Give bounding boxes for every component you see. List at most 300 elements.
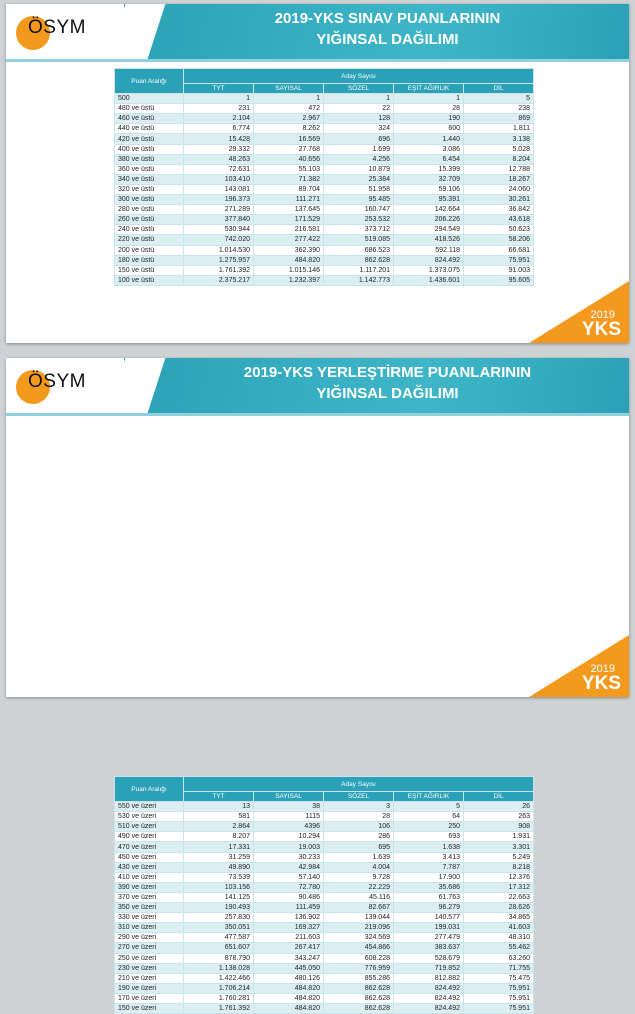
count-cell: 219.096 [324,923,394,933]
count-cell: 95.391 [394,195,464,205]
column-header: SÖZEL [324,84,394,94]
count-cell: 484.820 [254,983,324,993]
count-cell: 24.060 [464,184,534,194]
count-cell: 141.125 [184,892,254,902]
count-cell: 75.951 [464,255,534,265]
range-cell: 200 ve üstü [115,245,184,255]
count-cell: 1.931 [464,832,534,842]
table-row [115,903,534,913]
count-cell: 10.294 [254,832,324,842]
count-cell: 128 [324,114,394,124]
title-line-2: YIĞINSAL DAĞILIMI [316,385,459,402]
count-cell: 111.459 [254,903,324,913]
count-cell: 28.626 [464,903,534,913]
count-cell: 324 [324,124,394,134]
count-cell: 103.410 [184,174,254,184]
count-cell: 324.569 [324,933,394,943]
count-cell: 1.811 [464,124,534,134]
count-cell: 89.704 [254,184,324,194]
range-cell: 440 ve üstü [115,124,184,134]
table-row [115,953,534,963]
count-cell: 1.117.201 [324,265,394,275]
table-row [115,184,534,194]
count-cell: 6.454 [394,154,464,164]
title-line-2: YIĞINSAL DAĞILIMI [316,31,459,48]
range-cell: 480 ve üstü [115,104,184,114]
count-cell: 1.760.281 [184,993,254,1003]
table-row [115,154,534,164]
table-row [115,144,534,154]
count-cell: 1 [254,94,324,104]
count-cell: 2.967 [254,114,324,124]
table-row [115,134,534,144]
count-cell: 1.440 [394,134,464,144]
count-cell: 49.890 [184,862,254,872]
slide-title [156,362,619,404]
count-cell: 71.382 [254,174,324,184]
badge-year: 2019 [590,663,615,675]
range-header: Puan Aralığı [115,69,184,94]
table-row [115,923,534,933]
count-cell: 42.984 [254,862,324,872]
header-row [115,777,534,792]
count-cell: 211.603 [254,933,324,943]
count-cell: 58.206 [464,235,534,245]
table-row [115,104,534,114]
range-cell: 280 ve üstü [115,205,184,215]
count-cell: 139.044 [324,913,394,923]
range-cell: 360 ve üstü [115,164,184,174]
count-cell: 1.761.392 [184,265,254,275]
column-header: SAYISAL [254,84,324,94]
count-cell: 484.820 [254,255,324,265]
range-cell: 270 ve üzeri [115,943,184,953]
count-cell: 477.587 [184,933,254,943]
column-header: SÖZEL [324,792,394,802]
range-cell: 390 ve üzeri [115,882,184,892]
range-cell: 370 ve üzeri [115,892,184,902]
range-cell: 300 ve üstü [115,195,184,205]
count-cell: 29.332 [184,144,254,154]
count-cell: 1.232.397 [254,275,324,285]
range-cell: 210 ve üzeri [115,973,184,983]
count-cell: 608.228 [324,953,394,963]
count-cell: 75.475 [464,973,534,983]
range-cell: 350 ve üzeri [115,903,184,913]
table-row [115,1003,534,1013]
count-cell: 25.384 [324,174,394,184]
count-cell: 22 [324,104,394,114]
count-cell: 231 [184,104,254,114]
count-cell: 776.959 [324,963,394,973]
count-cell: 277.422 [254,235,324,245]
count-cell: 216.581 [254,225,324,235]
column-header: EŞİT AĞIRLIK [394,84,464,94]
count-cell: 824.492 [394,255,464,265]
count-cell: 3.301 [464,842,534,852]
count-cell: 277.479 [394,933,464,943]
count-cell: 377.840 [184,215,254,225]
table-row [115,265,534,275]
range-header: Puan Aralığı [115,777,184,802]
count-cell: 4.004 [324,862,394,872]
count-cell: 32.709 [394,174,464,184]
table-row [115,215,534,225]
count-cell: 30.261 [464,195,534,205]
count-cell: 454.866 [324,943,394,953]
count-cell: 45.116 [324,892,394,902]
range-cell: 310 ve üzeri [115,923,184,933]
range-cell: 490 ve üzeri [115,832,184,842]
table-row [115,892,534,902]
count-cell: 5 [394,802,464,812]
table-body [115,94,534,286]
count-cell: 28 [324,812,394,822]
count-cell: 484.820 [254,993,324,1003]
count-cell: 6.774 [184,124,254,134]
count-cell: 22.663 [464,892,534,902]
table-row [115,973,534,983]
range-cell: 190 ve üzeri [115,983,184,993]
count-cell: 5.028 [464,144,534,154]
count-cell: 28 [394,104,464,114]
count-cell: 143.081 [184,184,254,194]
count-cell: 528.679 [394,953,464,963]
count-cell: 1.142.773 [324,275,394,285]
range-cell: 470 ve üzeri [115,842,184,852]
count-cell: 35.686 [394,882,464,892]
count-cell: 1115 [254,812,324,822]
count-cell: 271.289 [184,205,254,215]
count-cell: 1.706.214 [184,983,254,993]
range-cell: 290 ve üzeri [115,933,184,943]
count-cell: 8.207 [184,832,254,842]
count-cell: 445.050 [254,963,324,973]
count-cell: 90.486 [254,892,324,902]
count-cell: 27.768 [254,144,324,154]
count-cell: 824.492 [394,983,464,993]
count-cell: 2.864 [184,822,254,832]
table-body [115,802,534,1014]
count-cell: 75.951 [464,993,534,1003]
count-cell: 190 [394,114,464,124]
count-cell: 30.233 [254,852,324,862]
count-cell: 3 [324,802,394,812]
count-cell: 1.015.146 [254,265,324,275]
count-cell: 4.256 [324,154,394,164]
table-row [115,174,534,184]
count-cell: 169.327 [254,923,324,933]
column-header: SAYISAL [254,792,324,802]
count-cell: 267.417 [254,943,324,953]
table-row [115,245,534,255]
count-cell: 16.569 [254,134,324,144]
count-cell: 695 [324,842,394,852]
badge-yks: YKS [581,673,621,694]
osym-logo [16,368,116,408]
table-row [115,235,534,245]
count-cell: 106 [324,822,394,832]
header-divider [6,413,629,416]
count-cell: 18.267 [464,174,534,184]
range-cell: 240 ve üstü [115,225,184,235]
count-cell: 1.639 [324,852,394,862]
count-cell: 72.780 [254,882,324,892]
table-row [115,933,534,943]
range-cell: 180 ve üstü [115,255,184,265]
count-cell: 96.279 [394,903,464,913]
count-cell: 1 [324,94,394,104]
table-row [115,842,534,852]
count-cell: 142.664 [394,205,464,215]
table-row [115,872,534,882]
slide-title [156,8,619,50]
count-cell: 63.260 [464,953,534,963]
count-cell: 855.286 [324,973,394,983]
range-cell: 340 ve üstü [115,174,184,184]
count-cell: 719.852 [394,963,464,973]
count-cell: 253.532 [324,215,394,225]
count-cell: 1 [184,94,254,104]
range-cell: 230 ve üzeri [115,963,184,973]
count-cell: 362.390 [254,245,324,255]
range-cell: 460 ve üstü [115,114,184,124]
count-cell: 373.712 [324,225,394,235]
count-cell: 1.436.601 [394,275,464,285]
count-cell: 40.656 [254,154,324,164]
count-cell: 12.376 [464,872,534,882]
count-cell: 8.218 [464,862,534,872]
count-cell: 878.790 [184,953,254,963]
count-cell: 15.399 [394,164,464,174]
score-distribution-table [114,68,534,286]
count-cell: 600 [394,124,464,134]
column-header: EŞİT AĞIRLIK [394,792,464,802]
count-cell: 263 [464,812,534,822]
count-cell: 199.031 [394,923,464,933]
count-cell: 686.523 [324,245,394,255]
table-row [115,882,534,892]
count-cell: 742.020 [184,235,254,245]
table-row [115,822,534,832]
count-cell: 1 [394,94,464,104]
count-cell: 160.747 [324,205,394,215]
badge-year: 2019 [590,309,615,321]
count-cell: 38 [254,802,324,812]
range-cell: 450 ve üzeri [115,852,184,862]
header-divider [6,59,629,62]
count-cell: 862.628 [324,1003,394,1013]
count-cell: 64 [394,812,464,822]
table-row [115,812,534,822]
count-cell: 7.787 [394,862,464,872]
count-cell: 862.628 [324,255,394,265]
range-cell: 420 ve üstü [115,134,184,144]
title-line-1: 2019-YKS SINAV PUANLARININ [274,10,501,27]
count-cell: 41.603 [464,923,534,933]
count-cell: 36.842 [464,205,534,215]
count-cell: 294.549 [394,225,464,235]
range-cell: 380 ve üstü [115,154,184,164]
count-cell: 1.638 [394,842,464,852]
range-cell: 170 ve üzeri [115,993,184,1003]
count-cell: 592.118 [394,245,464,255]
count-cell: 581 [184,812,254,822]
range-cell: 530 ve üzeri [115,812,184,822]
table-row [115,114,534,124]
table-row [115,913,534,923]
count-cell: 3.086 [394,144,464,154]
table-row [115,963,534,973]
table-head [115,69,534,94]
range-cell: 500 [115,94,184,104]
count-cell: 1.014.530 [184,245,254,255]
count-cell: 824.492 [394,993,464,1003]
count-cell: 1.275.957 [184,255,254,265]
count-cell: 8.262 [254,124,324,134]
count-cell: 2.375.217 [184,275,254,285]
count-cell: 196.373 [184,195,254,205]
table-row [115,802,534,812]
count-cell: 66.681 [464,245,534,255]
table-row [115,983,534,993]
range-cell: 550 ve üzeri [115,802,184,812]
count-cell: 696 [324,134,394,144]
count-cell: 103.156 [184,882,254,892]
count-cell: 1.422.466 [184,973,254,983]
group-header: Aday Sayısı [184,69,534,84]
count-cell: 4396 [254,822,324,832]
table-row [115,195,534,205]
count-cell: 530.944 [184,225,254,235]
group-header: Aday Sayısı [184,777,534,792]
count-cell: 343.247 [254,953,324,963]
count-cell: 206.226 [394,215,464,225]
table-row [115,852,534,862]
range-cell: 510 ve üzeri [115,822,184,832]
count-cell: 908 [464,822,534,832]
count-cell: 50.623 [464,225,534,235]
column-header: DİL [464,792,534,802]
count-cell: 17.312 [464,882,534,892]
count-cell: 238 [464,104,534,114]
count-cell: 250 [394,822,464,832]
count-cell: 95.605 [464,275,534,285]
count-cell: 75.951 [464,1003,534,1013]
count-cell: 1.373.075 [394,265,464,275]
count-cell: 55.103 [254,164,324,174]
yks-badge [529,281,629,343]
count-cell: 519.085 [324,235,394,245]
count-cell: 82.667 [324,903,394,913]
count-cell: 350.051 [184,923,254,933]
title-line-1: 2019-YKS YERLEŞTİRME PUANLARININ [243,364,532,381]
range-cell: 250 ve üzeri [115,953,184,963]
table-row [115,94,534,104]
count-cell: 5 [464,94,534,104]
count-cell: 75.951 [464,983,534,993]
count-cell: 73.539 [184,872,254,882]
yks-badge [529,635,629,697]
table-row [115,225,534,235]
count-cell: 31.259 [184,852,254,862]
count-cell: 190.493 [184,903,254,913]
range-cell: 100 ve üstü [115,275,184,285]
count-cell: 383.637 [394,943,464,953]
count-cell: 286 [324,832,394,842]
count-cell: 257.830 [184,913,254,923]
range-cell: 400 ve üstü [115,144,184,154]
range-cell: 260 ve üstü [115,215,184,225]
range-cell: 150 ve üstü [115,265,184,275]
count-cell: 2.104 [184,114,254,124]
count-cell: 9.728 [324,872,394,882]
range-cell: 330 ve üzeri [115,913,184,923]
table-row [115,255,534,265]
count-cell: 171.529 [254,215,324,225]
count-cell: 869 [464,114,534,124]
range-cell: 320 ve üstü [115,184,184,194]
table-row [115,943,534,953]
count-cell: 95.485 [324,195,394,205]
count-cell: 136.902 [254,913,324,923]
range-cell: 430 ve üzeri [115,862,184,872]
count-cell: 1.138.028 [184,963,254,973]
count-cell: 17.331 [184,842,254,852]
count-cell: 72.631 [184,164,254,174]
count-cell: 1.761.392 [184,1003,254,1013]
slide-yerlestirme-puanlari [6,358,629,1013]
table-row [115,205,534,215]
count-cell: 43.618 [464,215,534,225]
table-row [115,275,534,285]
count-cell: 480.126 [254,973,324,983]
osym-logo [16,14,116,54]
count-cell: 3.413 [394,852,464,862]
count-cell: 137.645 [254,205,324,215]
count-cell: 51.958 [324,184,394,194]
slide-header [6,4,629,62]
count-cell: 8.204 [464,154,534,164]
table-row [115,862,534,872]
count-cell: 22.229 [324,882,394,892]
range-cell: 150 ve üzeri [115,1003,184,1013]
count-cell: 862.628 [324,983,394,993]
count-cell: 10.879 [324,164,394,174]
count-cell: 48.263 [184,154,254,164]
count-cell: 61.763 [394,892,464,902]
count-cell: 140.577 [394,913,464,923]
count-cell: 48.310 [464,933,534,943]
count-cell: 13 [184,802,254,812]
count-cell: 71.755 [464,963,534,973]
count-cell: 812.882 [394,973,464,983]
column-header: TYT [184,792,254,802]
count-cell: 651.607 [184,943,254,953]
count-cell: 57.140 [254,872,324,882]
count-cell: 15.428 [184,134,254,144]
count-cell: 91.003 [464,265,534,275]
badge-yks: YKS [581,319,621,340]
count-cell: 3.138 [464,134,534,144]
header-row [115,69,534,84]
count-cell: 59.106 [394,184,464,194]
slide-sinav-puanlari [6,4,629,343]
count-cell: 824.492 [394,1003,464,1013]
count-cell: 12.788 [464,164,534,174]
count-cell: 5.249 [464,852,534,862]
count-cell: 862.628 [324,993,394,1003]
